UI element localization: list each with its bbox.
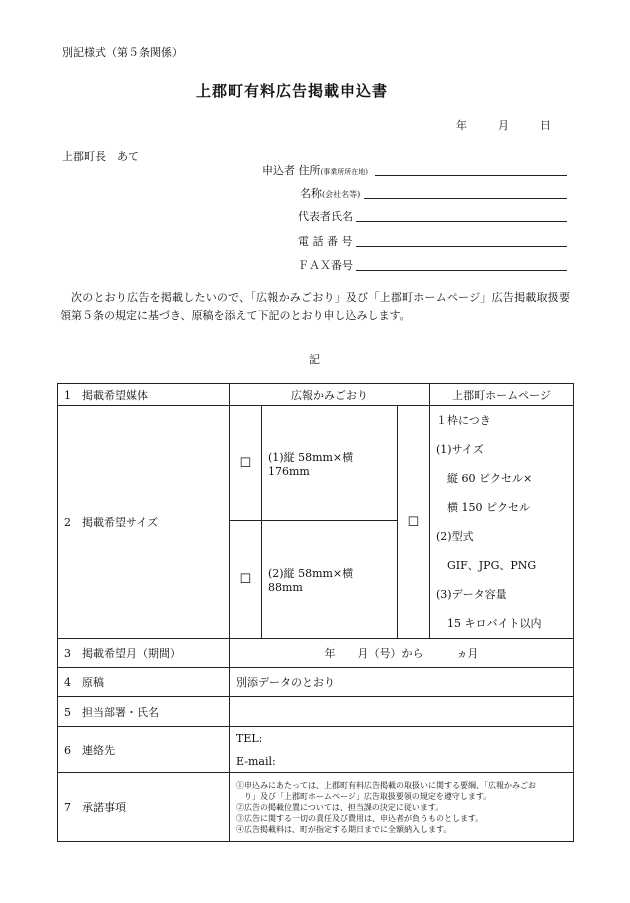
table-row-manuscript [58, 668, 574, 697]
web-spec-line: 縦 60 ピクセル× [436, 472, 533, 485]
representative-label: 代表者氏名 [298, 210, 353, 223]
table-row-contact [58, 727, 574, 773]
row-label-agreement: 7 承諾事項 [58, 773, 230, 842]
web-spec-line: GIF、JPG、PNG [436, 559, 537, 572]
address-field[interactable] [375, 162, 567, 176]
web-spec-line: １枠につき [436, 414, 491, 427]
row-label-period: 3 掲載希望月（期間） [58, 639, 230, 668]
size2-checkbox[interactable]: ☐ [230, 521, 262, 639]
column-header-web: 上郡町ホームページ [430, 384, 574, 406]
row-label-size: 2 掲載希望サイズ [58, 406, 230, 639]
web-spec-line: 15 キロバイト以内 [436, 617, 542, 630]
phone-field[interactable] [356, 233, 567, 247]
web-spec-line: (2)型式 [436, 530, 474, 543]
date-day-label: 日 [540, 119, 551, 132]
agreement-item: り」及び「上郡町ホームページ」広告取扱要領の規定を遵守します。 [236, 791, 492, 801]
phone-label: 電 話 番 号 [298, 235, 353, 248]
row-label-contact: 6 連絡先 [58, 727, 230, 773]
web-spec-line: (1)サイズ [436, 443, 484, 456]
address-label: 住所 [298, 164, 321, 177]
size1-label: (1)縦 58mm×横 176mm [262, 406, 398, 521]
ki-label: 記 [309, 353, 320, 366]
agreement-item: ③広告に関する一切の責任及び費用は、申込者が負うものとします。 [236, 813, 484, 823]
table-row-media [58, 384, 574, 406]
name-label: 名称 [300, 187, 322, 200]
table-row-contact-person [58, 697, 574, 727]
web-spec-line: (3)データ容量 [436, 588, 507, 601]
agreement-items [230, 773, 574, 842]
addressee: 上郡町長 あて [62, 150, 139, 163]
row-label-media: 1 掲載希望媒体 [58, 384, 230, 406]
table-row-agreement [58, 773, 574, 842]
size2-label: (2)縦 58mm×横 88mm [262, 521, 398, 639]
fax-label: ＦＡＸ番号 [298, 259, 353, 272]
contact-field[interactable] [230, 727, 574, 773]
contact-person-field[interactable] [230, 697, 574, 727]
tel-label: TEL: [236, 731, 263, 745]
web-spec-line: 横 150 ピクセル [436, 501, 530, 514]
manuscript-value: 別添データのとおり [230, 668, 574, 697]
web-checkbox[interactable]: ☐ [398, 406, 430, 639]
application-table [57, 383, 574, 842]
company-name-field[interactable] [364, 185, 567, 199]
agreement-item: ④広告掲載料は、町が指定する期日までに全額納入します。 [236, 824, 452, 834]
company-name-row [300, 185, 360, 201]
application-statement: 次のとおり広告を掲載したいので、「広報かみごおり」及び「上郡町ホームページ」広告掲載取扱要領第５条の規定に基づき、原稿を添えて下記のとおり申し込みします。 [60, 291, 570, 322]
row-label-manuscript: 4 原稿 [58, 668, 230, 697]
address-note: (事業所所在地) [320, 168, 368, 176]
column-header-koho: 広報かみごおり [230, 384, 430, 406]
agreement-item: ①申込みにあたっては、上郡町有料広告掲載の取扱いに関する要綱、「広報かみごお [236, 780, 536, 790]
date-month-label: 月 [498, 119, 509, 132]
size1-checkbox[interactable]: ☐ [230, 406, 262, 521]
web-spec [430, 406, 574, 639]
form-reference: 別記様式（第５条関係） [62, 46, 183, 59]
table-row-period [58, 639, 574, 668]
date-year-label: 年 [456, 119, 467, 132]
row-label-contact-person: 5 担当部署・氏名 [58, 697, 230, 727]
page-title: 上郡町有料広告掲載申込書 [196, 82, 389, 100]
period-value[interactable]: 年 月（号）から ヵ月 [230, 639, 574, 668]
name-note: (会社名等) [322, 190, 361, 199]
agreement-item: ②広告の掲載位置については、担当課の決定に従います。 [236, 802, 444, 812]
representative-field[interactable] [356, 208, 567, 222]
applicant-label: 申込者 [262, 164, 295, 177]
table-row-size-1 [58, 406, 574, 521]
email-label: E-mail: [236, 754, 276, 768]
fax-field[interactable] [356, 257, 567, 271]
applicant-address-row [262, 162, 368, 178]
